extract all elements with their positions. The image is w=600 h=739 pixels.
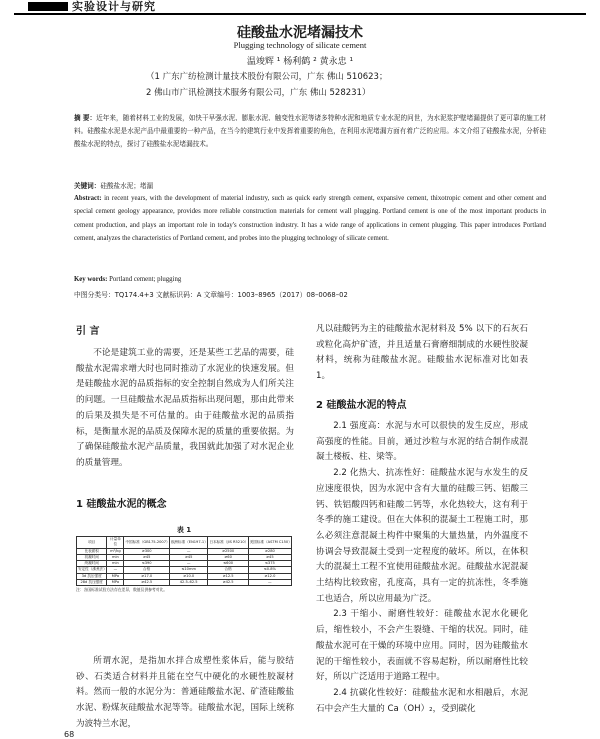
- table-cell: ≥12.0: [248, 573, 291, 579]
- keywords-label: 关键词：: [74, 182, 101, 190]
- table-cell: 42.5–62.5: [169, 580, 208, 586]
- keywords-text: 硅酸盐水泥；堵漏: [100, 182, 154, 190]
- table-cell: 合格: [124, 567, 169, 573]
- table-cell: 安定性（沸煮法）: [78, 567, 107, 572]
- table-header-cell: 日本标准（JIS R5210）: [208, 537, 248, 549]
- table-cell: ≥45: [169, 554, 208, 560]
- english-abstract-text: in recent years, with the development of material industry, such as quick early strength cement, expansive cement, thixotropic cement and other cement and special cement geology appearance, provides more reliable construction materials for cement wall plugging. Portland cement is one of the most important products in cement production, and plays an important role in today's construction industry. It has a wide range of applications in cement plugging. This paper introduces Portland cement, analyzes the characteristics of Portland cement, and probes into the plugging technology of silicate cement.: [74, 195, 546, 242]
- table-caption: 表 1: [176, 526, 192, 534]
- table-cell: ≥45: [124, 554, 169, 560]
- authors: 温竣辉 ¹ 杨利鹤 ² 黄永忠 ¹: [246, 57, 354, 67]
- feature-paragraph: 2.1 强度高：水泥与水可以很快的发生反应，形成高强度的性能。目前，通过沙粒与水泥的结合制作成混凝土楼板、柱、梁等。: [316, 421, 528, 463]
- table-note: 注：各国标准试验方法存在差异，数值仅供参考对比。: [76, 587, 168, 593]
- table-cell: 合格: [208, 567, 248, 573]
- table-header-cell: 中国标准（GB175-2007）: [124, 537, 169, 549]
- table-cell: ≥10.0: [169, 573, 208, 579]
- table-cell: —: [169, 548, 208, 554]
- affiliation-1: （1 广东广纺检测计量技术股份有限公司，广东 佛山 510623；: [146, 72, 388, 82]
- feature-heading: 2 硅酸盐水泥的特点: [316, 400, 407, 411]
- abstract-label: 摘 要：: [74, 114, 97, 122]
- english-keywords-text: Portland cement; plugging: [109, 276, 182, 283]
- intro-text: 不论是建筑工业的需要，还是某些工艺品的需要，硅酸盐水泥需求增大时也同时推动了水泥业的快速发展。但是硅酸盐水泥的品质指标的安全控制自然成为人们所关注的问题。一旦硅酸盐水泥品质指标出现问题，那由此带来的后果及损失是不可估量的。由于硅酸盐水泥的品质指标，是衡量水泥的品质及保障水泥的质量的重要依据。为了确保硅酸盐水泥产品质量，我国就此加强了对水泥企业的质量管理。: [76, 348, 294, 468]
- table-cell: ≥60: [208, 554, 248, 560]
- paper-title: 硅酸盐水泥堵漏技术: [237, 25, 363, 41]
- english-keywords-label: Key words:: [74, 276, 108, 283]
- table-cell: ≥280: [248, 548, 291, 554]
- feature-paragraph: 2.4 抗碳化性较好：硅酸盐水泥和水相融后，水泥石中会产生大量的 Ca（OH）₂，受到碳化: [316, 687, 528, 714]
- table-cell: ≥300: [124, 548, 169, 554]
- header-bar: [28, 2, 68, 11]
- table-cell: ≥2500: [208, 548, 248, 554]
- table-row: [77, 580, 292, 586]
- table-header-cell: 美国标准（ASTM C150）: [248, 537, 291, 549]
- table-header-row: [77, 537, 292, 549]
- table-cell: ≥45: [248, 554, 291, 560]
- table-cell: 初凝时间: [77, 554, 107, 560]
- table-cell: MPa: [107, 580, 124, 586]
- table-cell: ≥12.5: [208, 573, 248, 579]
- classification-line: 中图分类号：TQ174.4+3 文献标识码：A 文章编号：1003–8965（2017）08–0068–02: [74, 291, 348, 299]
- table-cell: ≥42.5: [208, 580, 248, 586]
- intro-paragraph: [76, 346, 294, 472]
- intro-heading: 引 言: [76, 326, 100, 337]
- table-header-cell: 项目: [77, 537, 107, 549]
- table-header-cell: 欧洲标准（EN197-1）: [169, 537, 208, 549]
- abstract-text: 近年来，随着材料工业的发展，如快干早强水泥、膨胀水泥、触变性水泥等诸多特种水泥和地质专业水泥的问世，为水泥浆护壁堵漏提供了更可靠的施工材料。硅酸盐水泥是水泥产品中最重要的一种产品，在当今的建筑行业中发挥着重要的角色，在利用水泥堵漏方面有着广泛的应用。本文介绍了硅酸盐水泥，分析硅酸盐水泥的特点，探讨了硅酸盐水泥堵漏技术。: [74, 114, 547, 148]
- right-intro-text: 凡以硅酸钙为主的硅酸盐水泥材料及 5% 以下的石灰石或粒化高炉矿渣，并且适量石膏磨细制成的水硬性胶凝材料，统称为硅酸盐水泥。硅酸盐水泥标准对比如表 1。: [316, 324, 528, 382]
- table-cell: MPa: [107, 573, 124, 579]
- table-cell: ≤600: [208, 561, 248, 567]
- feature-paragraph: 2.3 干缩小、耐磨性较好：硅酸盐水泥水化硬化后，缩性较小，不会产生裂缝、干缩的状况。同时，硅酸盐水泥可在干燥的环境中应用。同时，因为硅酸盐水泥的干缩性较小，表面就不容易起粉，所以耐磨性比较好，所以广泛适用于道路工程中。: [316, 609, 528, 683]
- section-header-label: 实验设计与研究: [72, 0, 156, 13]
- table-cell: —: [107, 567, 124, 573]
- table-cell: min: [107, 561, 124, 567]
- table-cell: 终凝时间: [77, 561, 107, 567]
- table-cell: ≤390: [124, 561, 169, 567]
- table-cell: m²/kg: [107, 548, 124, 554]
- table-cell: ≥17.0: [124, 573, 169, 579]
- english-keywords: [74, 273, 546, 286]
- feature-paragraphs: [316, 419, 528, 717]
- table-cell: ≥42.5: [124, 580, 169, 586]
- table-cell: 3d 抗压强度: [77, 573, 107, 579]
- right-intro-paragraph: [316, 322, 528, 385]
- table-cell: 比表面积: [77, 548, 107, 554]
- table-cell: ≤375: [248, 561, 291, 567]
- page-number: 68: [64, 730, 75, 739]
- english-abstract-label: Abstract:: [74, 195, 102, 202]
- concept-heading: 1 硅酸盐水泥的概念: [76, 499, 167, 510]
- comparison-table: [76, 536, 292, 586]
- feature-paragraph: 2.2 化热大、抗冻性好：硅酸盐水泥与水发生的反应速度很快，因为水泥中含有大量的硅酸三钙、铝酸三钙、铁铝酸四钙和硅酸二钙等，水化热较大，这有利于冬季的施工建设。但在大体积的混凝土工程施工时，那么必须注意混凝土构件中聚集的大量热量，内外温度不协调会导致混凝土受到一定程度的破坏。所以，在体积大的混凝土工程不宜使用硅酸盐水泥。硅酸盐水泥混凝土结构比较致密，孔度高，具有一定的抗冻性，冬季施工也适合，所以应用最为广泛。: [316, 468, 528, 604]
- table-cell: —: [248, 580, 291, 586]
- table-cell: ≤0.8%: [248, 567, 291, 573]
- table-cell: —: [169, 561, 208, 567]
- table-cell: 28d 抗压强度: [77, 580, 107, 586]
- affiliation-2: 2 佛山市广讯检测技术服务有限公司，广东 佛山 528231）: [146, 88, 371, 98]
- english-title: Plugging technology of silicate cement: [233, 40, 367, 50]
- section-header: [14, 0, 586, 15]
- table-cell: ≤10mm: [169, 567, 208, 573]
- table-cell: min: [107, 554, 124, 560]
- table-header-cell: 计量单位: [107, 537, 124, 549]
- concept-paragraph: [76, 654, 294, 733]
- abstract: [74, 112, 546, 151]
- english-abstract: [74, 192, 546, 245]
- concept-text: 所谓水泥，是指加水拌合成塑性浆体后，能与胶结砂、石类适合材料并且能在空气中硬化的水硬性胶凝材料。然而一般的水泥分为：普通硅酸盐水泥、矿渣硅酸盐水泥、粉煤灰硅酸盐水泥等等。硅酸盐水泥，国际上统称为波特兰水泥，: [76, 656, 294, 729]
- standards-table: [76, 525, 292, 592]
